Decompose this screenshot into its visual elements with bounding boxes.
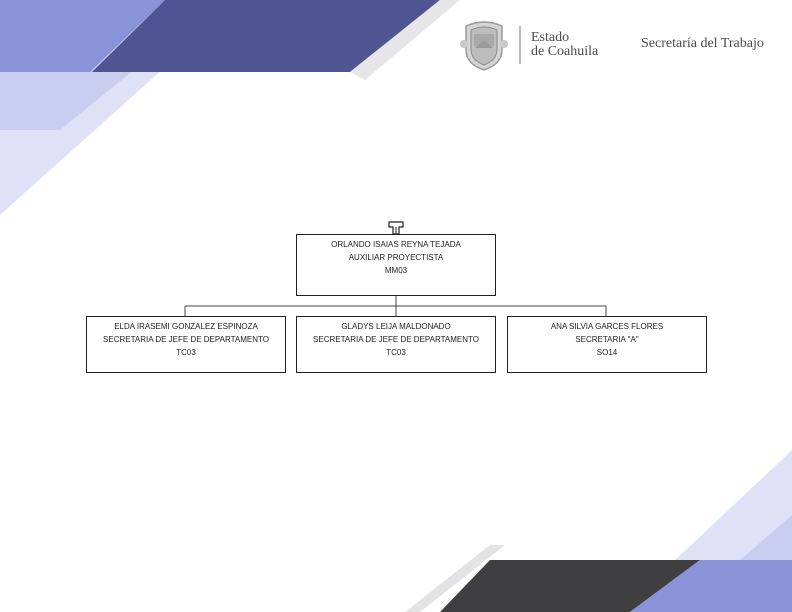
node-name: ANA SILVIA GARCES FLORES [550, 322, 664, 331]
root-node-marker-icon [388, 221, 404, 235]
org-node-child-2 [296, 316, 496, 373]
department-name: Secretaría del Trabajo [641, 36, 764, 51]
node-position: SECRETARIA DE JEFE DE DEPARTAMENTO [313, 335, 479, 344]
node-position: AUXILIAR PROYECTISTA [348, 253, 444, 262]
org-node-root [296, 234, 496, 296]
node-name: ELDA IRASEMI GONZALEZ ESPINOZA [114, 322, 258, 331]
node-name: GLADYS LEIJA MALDONADO [341, 322, 451, 331]
node-code: MM03 [384, 266, 408, 275]
org-node-child-1 [86, 316, 286, 373]
org-node-child-3 [507, 316, 707, 373]
node-code: TC03 [176, 348, 196, 357]
node-position: SECRETARIA "A" [575, 335, 639, 344]
brand-line-1: Estado [531, 30, 570, 45]
node-code: SO14 [596, 348, 618, 357]
node-code: TC03 [386, 348, 406, 357]
node-position: SECRETARIA DE JEFE DE DEPARTAMENTO [103, 335, 269, 344]
node-name: ORLANDO ISAIAS REYNA TEJADA [331, 240, 461, 249]
brand-line-2: de Coahuila [531, 44, 599, 59]
